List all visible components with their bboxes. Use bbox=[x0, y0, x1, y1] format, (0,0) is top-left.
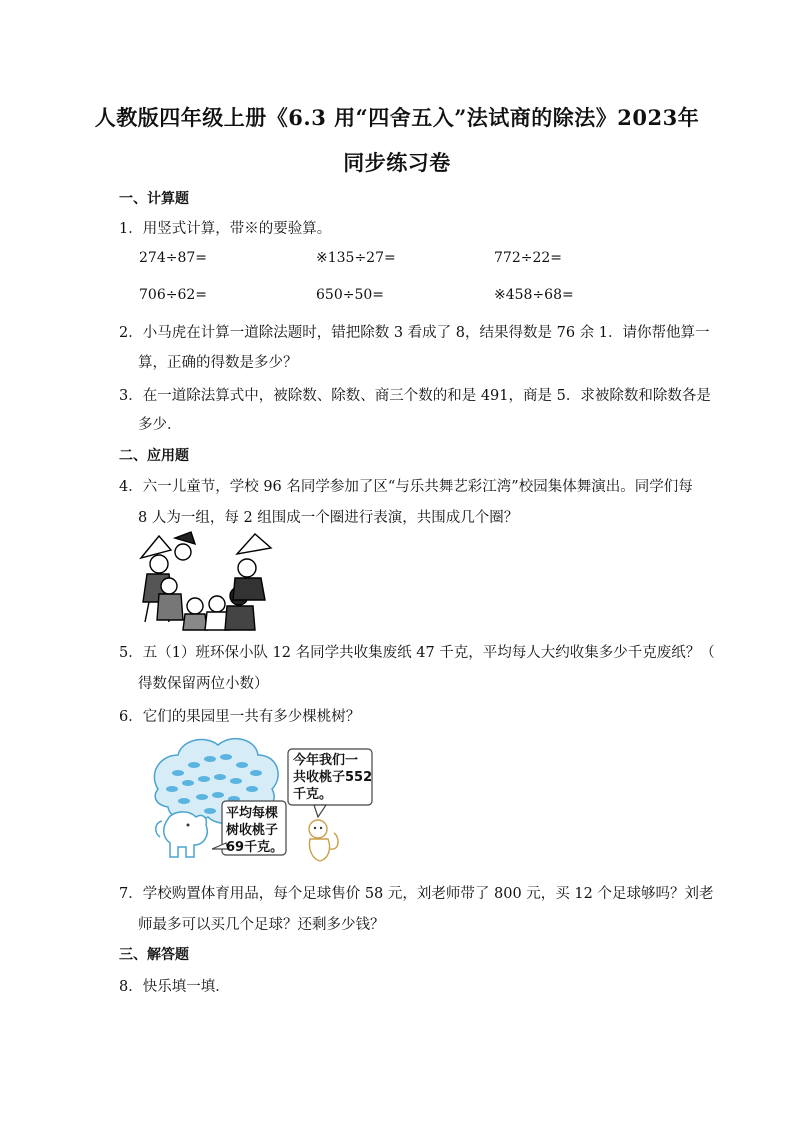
question-8-text: 8．快乐填一填． bbox=[119, 979, 230, 995]
question-5-line2: 得数保留两位小数） bbox=[138, 676, 269, 692]
question-7-line1: 7．学校购置体育用品，每个足球售价 58 元，刘老师带了 800 元，买 12 个足球够吗？刘老 bbox=[119, 886, 714, 902]
q1-expression-4: 706÷62= bbox=[139, 287, 207, 303]
question-5-line1: 5．五（1）班环保小队 12 名同学共收集废纸 47 千克，平均每人大约收集多少千克废纸？（ bbox=[119, 645, 715, 661]
question-2-line2: 算，正确的得数是多少？ bbox=[138, 355, 298, 371]
q1-expression-1: 274÷87= bbox=[139, 250, 207, 266]
q1-expression-6: ※458÷68= bbox=[494, 287, 574, 303]
bubble-elephant-line1: 平均每棵 bbox=[226, 806, 279, 821]
question-7-line2: 师最多可以买几个足球？还剩多少钱？ bbox=[138, 917, 385, 933]
page-title-line1: 人教版四年级上册《6.3 用“四舍五入”法试商的除法》2023年 bbox=[94, 105, 700, 130]
question-1-text: 1．用竖式计算，带※的要验算。 bbox=[119, 221, 332, 237]
speech-bubble-monkey bbox=[293, 752, 372, 803]
bubble-monkey-line2: 共收桃子552 bbox=[293, 770, 373, 785]
question-3-line2: 多少． bbox=[138, 417, 182, 433]
q1-expression-5: 650÷50= bbox=[316, 287, 384, 303]
bubble-monkey-line1: 今年我们一 bbox=[293, 753, 359, 768]
q1-expression-2: ※135÷27= bbox=[316, 250, 396, 266]
question-3-line1: 3．在一道除法算式中，被除数、除数、商三个数的和是 491，商是 5．求被除数和除数各是 bbox=[119, 388, 711, 404]
section-heading-calculation: 一、计算题 bbox=[119, 191, 189, 207]
section-heading-answer: 三、解答题 bbox=[119, 947, 189, 963]
question-4-line2: 8 人为一组，每 2 组围成一个圈进行表演，共围成几个圈？ bbox=[138, 510, 519, 526]
bubble-elephant-line2: 树收桃子 bbox=[226, 823, 279, 838]
q1-expression-3: 772÷22= bbox=[494, 250, 562, 266]
question-6-text: 6．它们的果园里一共有多少棵桃树？ bbox=[119, 709, 361, 725]
page-title-line2: 同步练习卷 bbox=[343, 150, 451, 175]
section-heading-application: 二、应用题 bbox=[119, 448, 189, 464]
bubble-monkey-line3: 千克。 bbox=[293, 787, 333, 802]
question-4-line1: 4．六一儿童节，学校 96 名同学参加了区“与乐共舞艺彩江湾”校园集体舞演出。同学们每 bbox=[119, 479, 693, 495]
question-2-line1: 2．小马虎在计算一道除法题时，错把除数 3 看成了 8，结果得数是 76 余 1．请你帮他算一 bbox=[119, 325, 710, 341]
bubble-elephant-line3: 69千克。 bbox=[226, 840, 284, 855]
dancing-children-illustration bbox=[137, 530, 275, 632]
speech-bubble-elephant bbox=[226, 805, 283, 856]
